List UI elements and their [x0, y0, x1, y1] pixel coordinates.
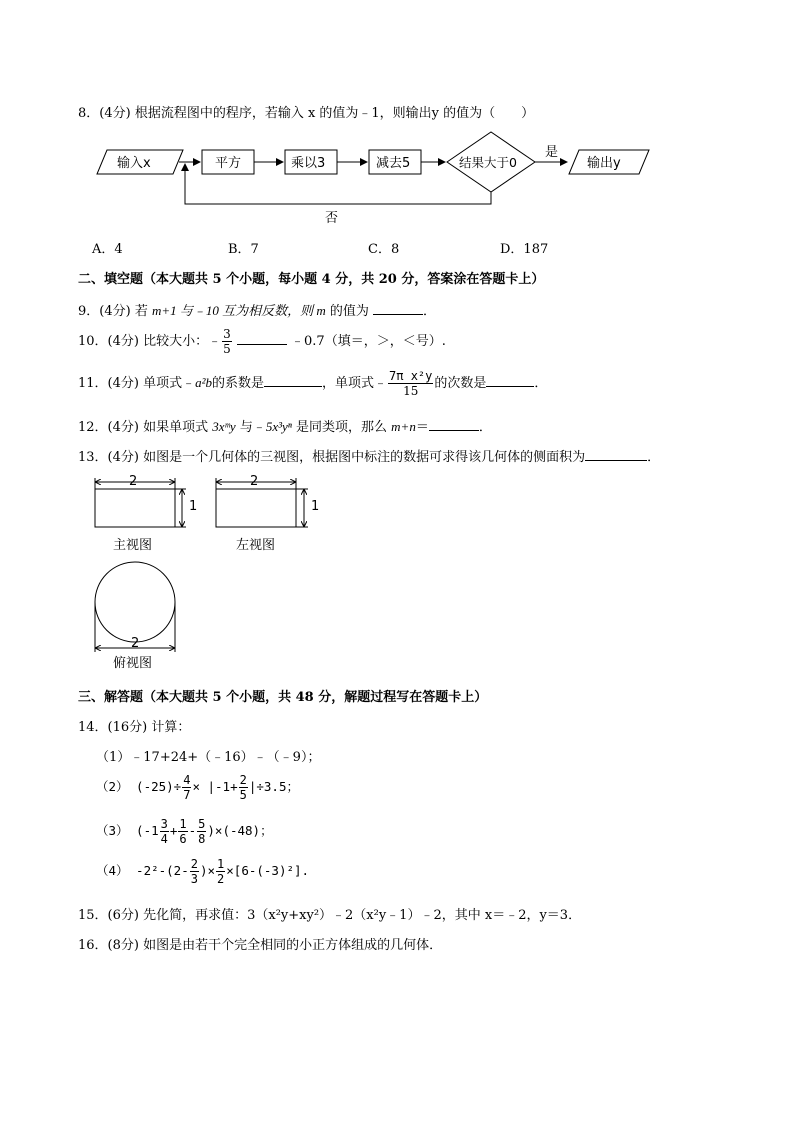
q12-mid: 与﹣ [235, 420, 266, 435]
left-view-height: 1 [311, 499, 320, 514]
section-3-heading: 三、解答题（本大题共 5 个小题，共 48 分，解题过程写在答题卡上） [78, 690, 488, 705]
q15: 15．(6分) 先化简，再求值：3（x²y+xy²）﹣2（x²y﹣1）﹣2，其中 x＝﹣2，y＝3． [78, 908, 582, 923]
q9-answer-blank[interactable] [373, 302, 423, 315]
q12-lead: 12．(4分) 如果单项式 [78, 420, 213, 435]
option-d[interactable]: D．187 [500, 242, 549, 257]
flow-input-label: 输入x [117, 156, 151, 171]
top-view-diameter: 2 [131, 636, 140, 651]
q10-answer-blank[interactable] [237, 332, 287, 345]
left-view-rect [216, 489, 296, 527]
q10-fraction: $\frac{3}{5}$ [223, 327, 231, 356]
q8-stem: 8．(4分) 根据流程图中的程序，若输入 x 的值为﹣1，则输出y 的值为（ ） [78, 106, 535, 121]
flow-output-label: 输出y [587, 156, 621, 171]
top-view-circle [95, 562, 175, 642]
q14-part-2: （2） (-25)÷ $\frac{4}{7}$ × |-1+ $\frac{2}{5}$ |÷3.5； [96, 773, 299, 802]
q13-three-views [86, 472, 336, 672]
q11-answer-blank-1[interactable] [264, 374, 322, 387]
q9-tail: 的值为 [325, 304, 369, 319]
left-view-label: 左视图 [236, 538, 276, 553]
q12 [78, 416, 492, 435]
q9-mid: m+1 与﹣10 互为相反数，则 [151, 303, 317, 318]
q11-end: ． [534, 376, 548, 391]
q14-part-3: （3） (-1 $\frac{3}{4}$ + $\frac{1}{6}$ - $\frac{5}{8}$ )×(-48)； [96, 817, 273, 846]
left-view-width: 2 [250, 474, 259, 489]
q11-mid2: ，单项式﹣ [322, 376, 388, 391]
q11-lead: 11．(4分) 单项式﹣ [78, 376, 196, 391]
q12-sum: m+n [391, 419, 416, 434]
q9 [78, 300, 436, 319]
q9-var: m [316, 303, 326, 318]
q11-answer-blank-2[interactable] [486, 374, 534, 387]
q10 [78, 328, 446, 355]
flow-no-label: 否 [325, 211, 339, 225]
q13-stem: 13．(4分) 如图是一个几何体的三视图，根据图中标注的数据可求得该几何体的侧面积为 ． [78, 450, 661, 465]
q12-answer-blank[interactable] [429, 418, 479, 431]
q16: 16．(8分) 如图是由若干个完全相同的小正方体组成的几何体． [78, 938, 443, 953]
flow-step2-label: 乘以3 [291, 156, 326, 171]
front-view-label: 主视图 [113, 538, 153, 553]
q10-lead: 10．(4分) 比较大小：﹣ [78, 334, 222, 349]
q8-flowchart [95, 130, 665, 225]
q11-mid: 的系数是 [212, 376, 265, 391]
q14-stem: 14．(16分) 计算： [78, 720, 191, 735]
top-view-label: 俯视图 [113, 656, 153, 671]
q11 [78, 370, 547, 397]
flow-step3-label: 减去5 [376, 156, 411, 171]
flow-decision-label: 结果大于0 [459, 155, 517, 170]
front-view-width: 2 [129, 474, 138, 489]
q9-end: ． [423, 304, 437, 319]
q13-answer-blank[interactable] [585, 448, 647, 461]
q14-part-1: （1）﹣17+24+（﹣16）﹣（﹣9）； [96, 750, 321, 765]
flow-step1-label: 平方 [215, 156, 242, 171]
q10-relation: ﹣0.7（填＝，＞，＜号）. [291, 334, 446, 349]
flow-yes-label: 是 [545, 145, 559, 160]
q12-term-2: 5x³yⁿ [265, 419, 292, 434]
q12-eq: ＝ [415, 420, 429, 435]
section-2-heading: 二、填空题（本大题共 5 个小题，每小题 4 分，共 20 分，答案涂在答题卡上） [78, 272, 545, 287]
q11-monomial-1: a²b [195, 375, 212, 390]
option-c[interactable]: C．8 [368, 242, 400, 257]
option-b[interactable]: B．7 [228, 242, 259, 257]
option-a[interactable]: A．4 [92, 242, 123, 257]
q14-part-4: （4） -2²-(2- $\frac{2}{3}$ )× $\frac{1}{2}$ ×[6-(-3)²]. [96, 857, 310, 886]
q11-tail: 的次数是 [434, 376, 487, 391]
q12-term-1: 3xᵐy [212, 419, 236, 434]
front-view-rect [95, 489, 175, 527]
q9-lead: 9．(4分) 若 [78, 304, 152, 319]
q12-tail: 是同类项，那么 [291, 420, 392, 435]
q11-fraction: $\frac{\text{7π x²y}}{15}$ [389, 369, 433, 398]
q12-end: ． [478, 420, 492, 435]
front-view-height: 1 [189, 499, 198, 514]
